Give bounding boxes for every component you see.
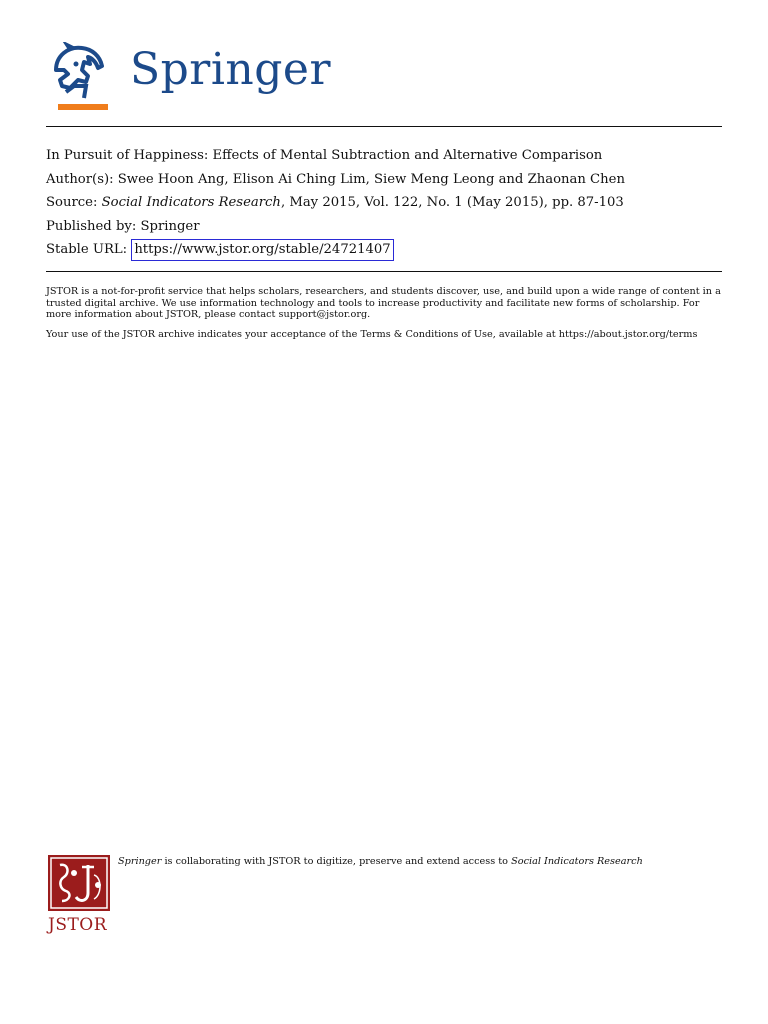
source-journal: Social Indicators Research	[101, 195, 281, 211]
top-divider	[46, 126, 722, 127]
stable-url-link[interactable]: https://www.jstor.org/stable/24721407	[131, 239, 393, 261]
jstor-description: JSTOR is a not-for-profit service that helps scholars, researchers, and students discover, use, and build upon a wide range of content in a trusted digital archive. We use information technology and tools to increase productivity and facilitate new forms of scholarship. For more information about JSTOR, please contact support@jstor.org.	[46, 286, 721, 321]
middle-divider	[46, 271, 722, 272]
collab-publisher: Springer	[118, 856, 162, 867]
stable-url-line	[46, 238, 722, 262]
source-details: , May 2015, Vol. 122, No. 1 (May 2015), pp. 87-103	[280, 195, 624, 211]
terms-of-use: Your use of the JSTOR archive indicates your acceptance of the Terms & Conditions of Use, available at https://about.jstor.org/terms	[46, 328, 698, 340]
source-label: Source:	[46, 195, 98, 211]
authors-value: Swee Hoon Ang, Elison Ai Ching Lim, Siew Meng Leong and Zhaonan Chen	[117, 171, 625, 187]
published-label: Published by:	[46, 218, 137, 234]
jstor-emblem-icon	[48, 855, 110, 911]
publisher-value: Springer	[140, 218, 200, 234]
stable-url-label: Stable URL:	[46, 242, 128, 258]
citation-block	[46, 144, 722, 262]
collab-text: is collaborating with JSTOR to digitize, preserve and extend access to	[161, 856, 512, 867]
springer-wordmark: Springer	[130, 44, 331, 95]
collab-journal: Social Indicators Research	[511, 856, 643, 867]
published-line	[46, 215, 722, 239]
authors-line	[46, 168, 722, 192]
jstor-wordmark: JSTOR	[48, 915, 108, 935]
springer-horse-icon	[48, 42, 112, 112]
collaboration-note	[118, 856, 708, 867]
terms-block	[46, 286, 722, 348]
jstor-logo	[48, 855, 112, 935]
authors-label: Author(s):	[46, 171, 114, 187]
article-title: In Pursuit of Happiness: Effects of Mental Subtraction and Alternative Comparison	[46, 148, 603, 163]
source-line	[46, 191, 722, 215]
